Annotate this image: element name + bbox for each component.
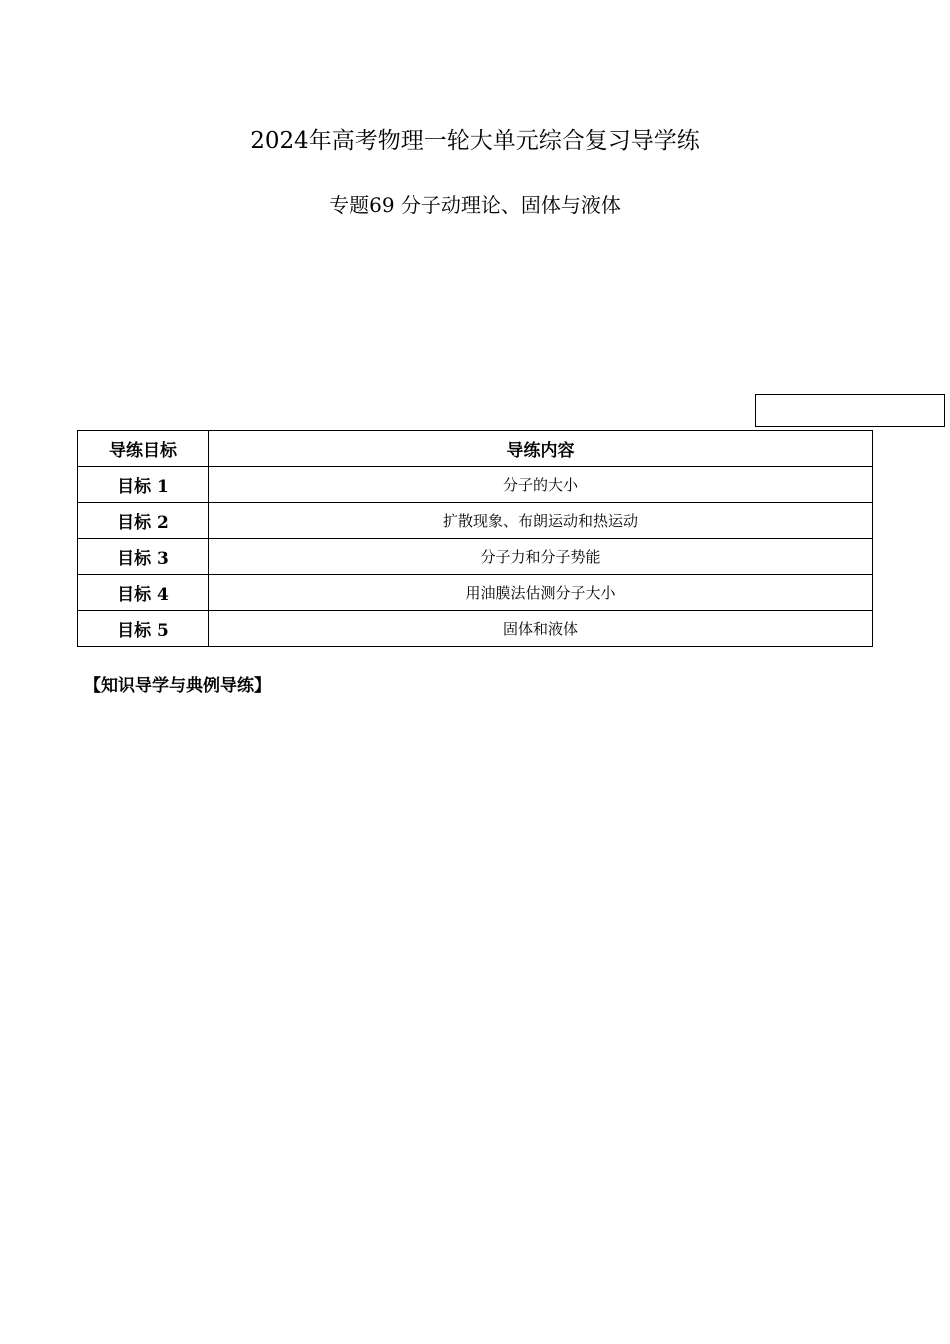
content-cell: 扩散现象、布朗运动和热运动	[209, 503, 873, 539]
header-goal: 导练目标	[78, 431, 209, 467]
header-content: 导练内容	[209, 431, 873, 467]
document-title: 2024年高考物理一轮大单元综合复习导学练	[250, 128, 700, 154]
table-row	[78, 467, 873, 503]
goal-cell: 目标 2	[78, 503, 209, 539]
goal-cell: 目标 3	[78, 539, 209, 575]
table-row	[78, 611, 873, 647]
goals-table	[77, 430, 873, 647]
section-heading: 【知识导学与典例导练】	[84, 676, 271, 696]
table-row	[78, 503, 873, 539]
content-cell: 固体和液体	[209, 611, 873, 647]
content-cell: 分子的大小	[209, 467, 873, 503]
content-cell: 用油膜法估测分子大小	[209, 575, 873, 611]
goal-cell: 目标 4	[78, 575, 209, 611]
table-row	[78, 575, 873, 611]
goal-cell: 目标 1	[78, 467, 209, 503]
table-header-row	[78, 431, 873, 467]
blank-box	[755, 394, 945, 427]
goal-cell: 目标 5	[78, 611, 209, 647]
content-cell: 分子力和分子势能	[209, 539, 873, 575]
document-subtitle: 专题69 分子动理论、固体与液体	[329, 193, 621, 217]
table-row	[78, 539, 873, 575]
